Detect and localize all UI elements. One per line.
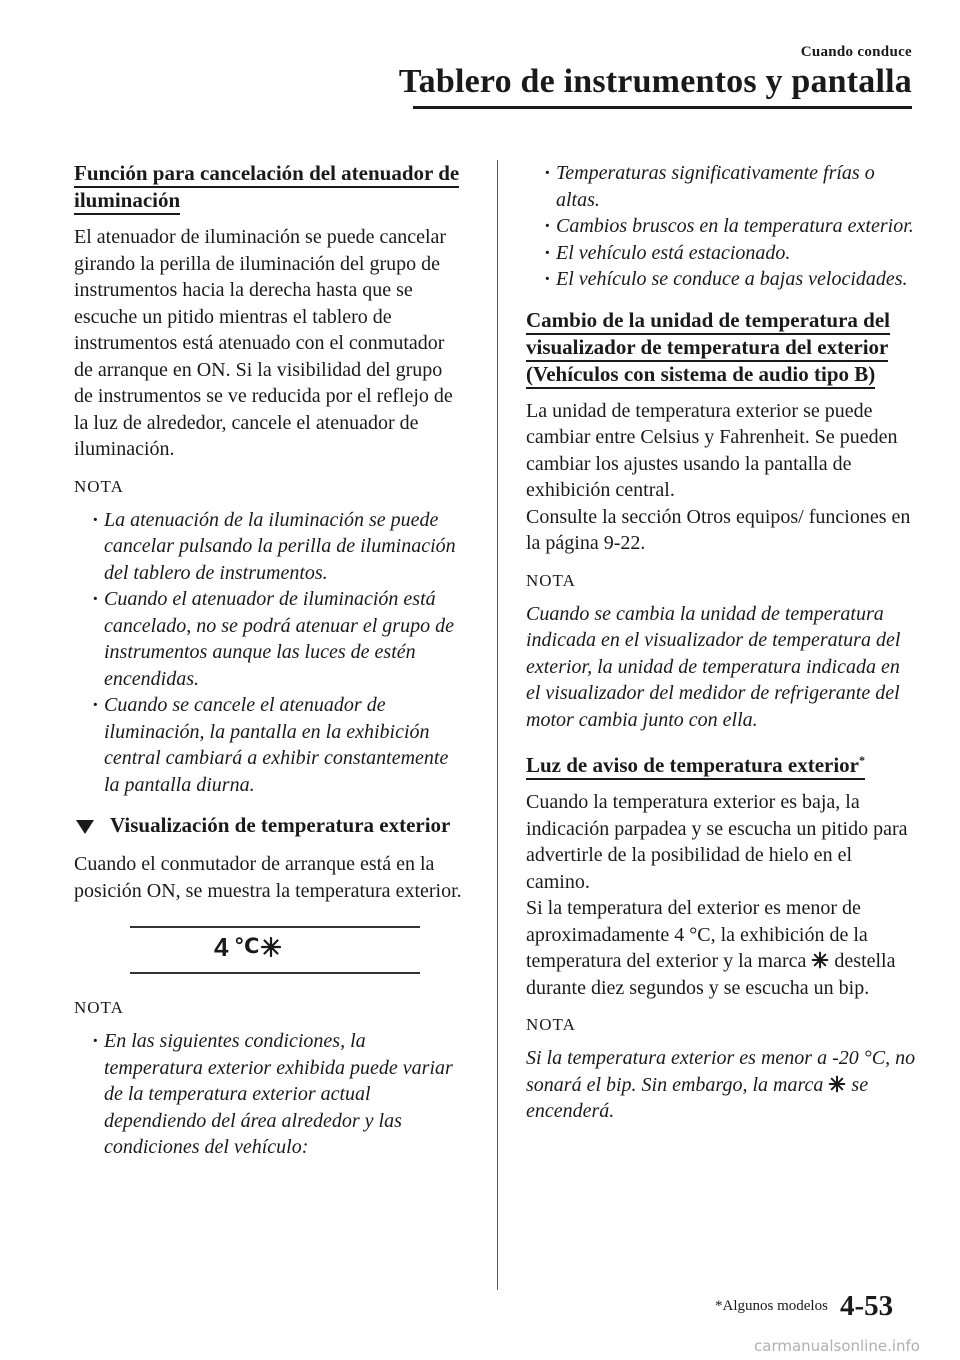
temperature-display-illustration <box>74 920 466 980</box>
nota-list-dimmer <box>74 507 466 799</box>
nota-list-temp <box>74 1028 466 1161</box>
conditions-list <box>526 160 918 293</box>
left-column <box>74 160 466 1175</box>
page-number: 4-53 <box>840 1290 894 1322</box>
snowflake-icon <box>811 951 829 969</box>
heading-temp-warning: Luz de aviso de temperatura exterior* <box>526 747 918 779</box>
heading-outside-temp: Visualización de temperatura exterior <box>74 812 466 839</box>
list-item: · Cambios bruscos en la temperatura exterior. <box>526 213 918 240</box>
right-column <box>526 160 918 1139</box>
nota-warning-text: Si la temperatura exterior es menor a -20 °C, no sonará el bip. Sin embargo, la marca se encenderá. <box>526 1047 916 1122</box>
list-item: · En las siguientes condiciones, la temperatura exterior exhibida puede variar de la temperatura exterior actual dependiendo del área alrededor y las condiciones del vehículo: <box>74 1028 466 1161</box>
display-temp-value: 4 <box>214 932 229 962</box>
section-label: Cuando conduce <box>800 44 912 60</box>
nota-label: NOTA <box>526 1015 576 1034</box>
display-line-top <box>130 926 420 928</box>
paragraph-warn-1: Cuando la temperatura exterior es baja, la indicación parpadea y se escucha un pitido para advertirle de la posibilidad de hielo en el camino. <box>526 791 908 893</box>
list-item: · El vehículo se conduce a bajas velocidades. <box>526 266 918 293</box>
triangle-bullet-icon <box>76 820 94 834</box>
display-temp-unit: ℃ <box>234 935 260 958</box>
header-rule <box>413 106 912 109</box>
paragraph-outside-temp: Cuando el conmutador de arranque está en la posición ON, se muestra la temperatura exterior. <box>74 853 462 902</box>
list-item: · Cuando se cancele el atenuador de iluminación, la pantalla en la exhibición central cambiará a exhibir constantemente la pantalla diurna. <box>74 692 466 798</box>
heading-unit-change: Cambio de la unidad de temperatura del visualizador de temperatura del exterior (Vehículos con sistema de audio tipo B) <box>526 307 918 388</box>
nota-label: NOTA <box>74 998 124 1017</box>
column-divider <box>497 160 498 1290</box>
page-header <box>399 44 912 101</box>
nota-unit-text: Cuando se cambia la unidad de temperatura indicada en el visualizador de temperatura del exterior, la unidad de temperatura indicada en el visualizador del medidor de refrigerante del motor cambia junto con ella. <box>526 602 901 731</box>
nota-label: NOTA <box>74 476 124 496</box>
heading-dimmer-cancel: Función para cancelación del atenuador de iluminación <box>74 160 466 214</box>
watermark: carmanualsonline.info <box>754 1337 920 1355</box>
nota-label: NOTA <box>526 570 576 590</box>
list-item: · La atenuación de la iluminación se puede cancelar pulsando la perilla de iluminación del tablero de instrumentos. <box>74 507 466 587</box>
list-item: · Temperaturas significativamente frías o altas. <box>526 160 918 213</box>
paragraph-warn-2: Si la temperatura del exterior es menor de aproximadamente 4 °C, la exhibición de la temperatura del exterior y la marca destella durante diez segundos y se escucha un bip. <box>526 897 896 999</box>
paragraph-dimmer: El atenuador de iluminación se puede cancelar girando la perilla de iluminación del grupo de instrumentos hacia la derecha hasta que se escuche un pitido mientras el tablero de instrumentos está atenuado con el conmutador de arranque en ON. Si la visibilidad del grupo de instrumentos se ve reducida por el reflejo de la luz de alrededor, cancele el atenuador de iluminación. <box>74 226 453 460</box>
paragraph-unit-1: La unidad de temperatura exterior se puede cambiar entre Celsius y Fahrenheit. Se pueden cambiar los ajustes usando la pantalla de exhibición central. <box>526 399 898 501</box>
display-line-bottom <box>130 972 420 974</box>
list-item: · El vehículo está estacionado. <box>526 240 918 267</box>
footnote-some-models: *Algunos modelos <box>715 1298 828 1314</box>
list-item: · Cuando el atenuador de iluminación está cancelado, no se podrá atenuar el grupo de instrumentos aunque las luces de estén encendidas. <box>74 586 466 692</box>
page-title: Tablero de instrumentos y pantalla <box>398 63 912 100</box>
snowflake-icon <box>260 936 282 958</box>
snowflake-icon <box>828 1075 846 1093</box>
paragraph-unit-2: Consulte la sección Otros equipos/ funciones en la página 9-22. <box>526 505 911 554</box>
